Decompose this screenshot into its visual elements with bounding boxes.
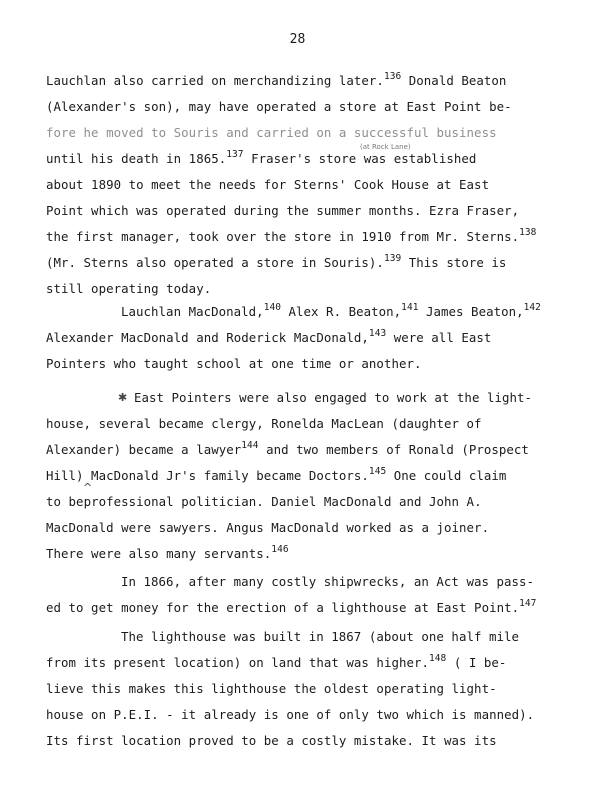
text-line (46, 330, 491, 345)
footnote-ref: 141 (401, 302, 419, 313)
text-line (46, 442, 529, 457)
line-text: Its first location proved to be a costly mistake. It was its (46, 733, 497, 748)
text-line (46, 468, 506, 483)
text-line (46, 125, 497, 140)
margin-note: (at Rock Lane) (360, 143, 411, 151)
text-line (46, 707, 534, 722)
footnote-ref: 140 (263, 302, 281, 313)
line-text: (Mr. Sterns also operated a store in Souris). (46, 255, 384, 270)
text-line (46, 73, 506, 88)
line-text: Pointers who taught school at one time or another. (46, 356, 422, 371)
line-text: MacDonald were sawyers. Angus MacDonald worked as a joiner. (46, 520, 490, 535)
text-line (46, 99, 512, 114)
line-text: (Alexander's son), may have operated a store at East Point be- (46, 99, 512, 114)
text-line (46, 655, 506, 670)
line-text: James Beaton, (418, 304, 524, 319)
text-line (46, 281, 211, 296)
line-text: Alexander MacDonald and Roderick MacDonald, (46, 330, 369, 345)
line-text: were all East (386, 330, 492, 345)
text-line (46, 600, 536, 615)
line-text: fore he moved to Souris and carried on a successful business (46, 125, 497, 140)
text-line (121, 304, 541, 319)
text-line (46, 151, 476, 166)
text-line (46, 520, 489, 535)
footnote-ref: 146 (271, 544, 289, 555)
line-text: still operating today. (46, 281, 212, 296)
line-text: One could claim (386, 468, 507, 483)
line-text: professional politician. Daniel MacDonald and John A. (83, 494, 482, 509)
text-line (46, 356, 422, 371)
line-text: Hill) MacDonald Jr's family became Doctors. (46, 468, 369, 483)
footnote-ref: 142 (523, 302, 541, 313)
line-text: Fraser's store was established (243, 151, 477, 166)
line-text: and two members of Ronald (Prospect (258, 442, 529, 457)
asterisk-mark: ✱ (118, 391, 128, 404)
footnote-ref: 147 (519, 598, 537, 609)
footnote-ref: 145 (368, 466, 387, 477)
footnote-ref: 143 (368, 328, 387, 339)
text-line (134, 390, 532, 405)
line-text: the first manager, took over the store in 1910 from Mr. Sterns. (46, 229, 520, 244)
line-text: Alexander) became a lawyer (46, 442, 242, 457)
line-text: Lauchlan MacDonald, (121, 304, 264, 319)
footnote-ref: 138 (519, 227, 537, 238)
footnote-ref: 144 (241, 440, 259, 451)
footnote-ref: 139 (383, 253, 402, 264)
line-text: The lighthouse was built in 1867 (about one half mile (121, 629, 520, 644)
text-line (46, 681, 497, 696)
line-text: There were also many servants. (46, 546, 272, 561)
line-text: Alex R. Beaton, (281, 304, 402, 319)
line-text: from its present location) on land that was higher. (46, 655, 429, 670)
text-line (46, 229, 536, 244)
line-text: This store is (401, 255, 507, 270)
line-text: house, several became clergy, Ronelda MacLean (daughter of (46, 416, 482, 431)
page-number: 28 (289, 32, 306, 47)
line-text: Donald Beaton (401, 73, 507, 88)
line-text: In 1866, after many costly shipwrecks, an Act was pass- (121, 574, 535, 589)
line-text: lieve this makes this lighthouse the oldest operating light- (46, 681, 497, 696)
text-line (121, 574, 534, 589)
footnote-ref: 136 (383, 71, 402, 82)
line-text: until his death in 1865. (46, 151, 227, 166)
line-text: Point which was operated during the summer months. Ezra Fraser, (46, 203, 520, 218)
text-line (46, 494, 482, 509)
text-line (46, 203, 519, 218)
text-line (46, 546, 289, 561)
line-text: about 1890 to meet the needs for Sterns' Cook House at East (46, 177, 490, 192)
text-line (46, 255, 506, 270)
line-text: Lauchlan also carried on merchandizing later. (46, 73, 384, 88)
footnote-ref: 148 (429, 653, 447, 664)
line-text: ( I be- (446, 655, 507, 670)
text-line (46, 177, 489, 192)
line-text: to be (46, 494, 84, 509)
text-line (46, 416, 482, 431)
text-line (121, 629, 519, 644)
line-text: house on P.E.I. - it already is one of only two which is manned). (46, 707, 535, 722)
footnote-ref: 137 (226, 149, 244, 160)
caret-mark: ^ (83, 481, 93, 494)
text-line (46, 733, 497, 748)
line-text: East Pointers were also engaged to work at the light- (134, 390, 533, 405)
line-text: ed to get money for the erection of a lighthouse at East Point. (46, 600, 520, 615)
